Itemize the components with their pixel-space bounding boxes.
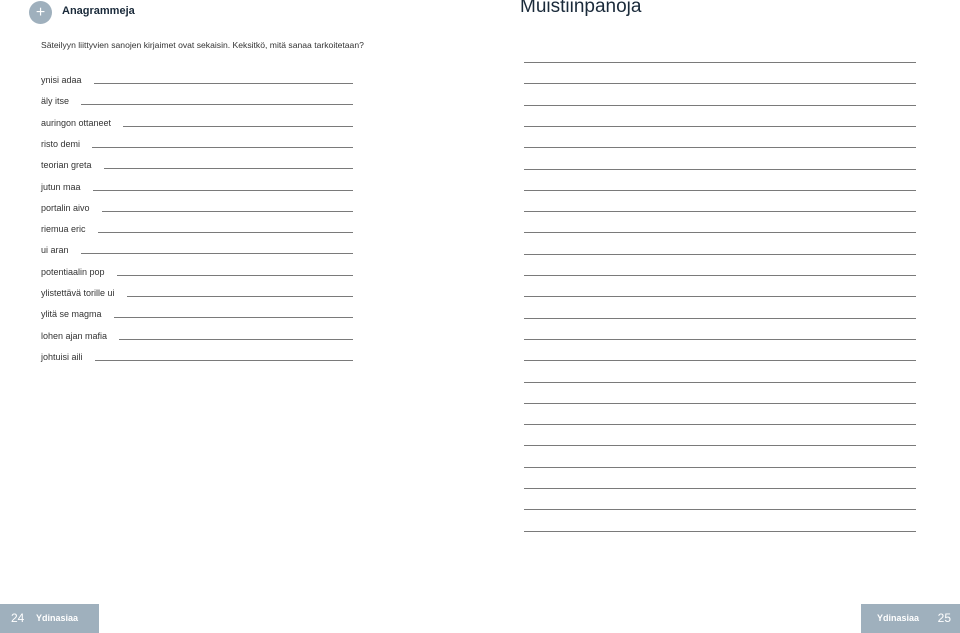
answer-line: [127, 296, 353, 297]
anagram-row: [41, 349, 353, 363]
anagram-row: [41, 285, 353, 299]
instructions-text: Säteilyyn liittyvien sanojen kirjaimet ovat sekaisin. Keksitkö, mitä sanaa tarkoitetaan?: [41, 40, 364, 50]
anagram-row: [41, 264, 353, 278]
anagram-row: [41, 93, 353, 107]
section-title: Anagrammeja: [62, 5, 135, 17]
note-line: [524, 445, 916, 446]
note-line: [524, 126, 916, 127]
answer-line: [95, 360, 353, 361]
anagram-text: portalin aivo: [41, 202, 90, 213]
note-line: [524, 467, 916, 468]
notes-title: Muistiinpanoja: [520, 0, 642, 17]
note-line: [524, 296, 916, 297]
note-line: [524, 382, 916, 383]
anagram-row: [41, 115, 353, 129]
anagram-text: lohen ajan mafia: [41, 330, 108, 341]
anagram-row: [41, 221, 353, 235]
anagram-text: ylistettävä torille ui: [41, 288, 115, 298]
answer-line: [114, 317, 353, 318]
note-line: [524, 488, 916, 489]
note-line: [524, 169, 916, 170]
anagram-text: ynisi adaa: [41, 75, 82, 85]
note-line: [524, 105, 916, 106]
answer-line: [123, 126, 353, 127]
anagram-text: risto demi: [41, 138, 81, 149]
anagram-text: johtuisi aili: [41, 351, 83, 362]
anagram-text: ylitä se magma: [41, 309, 102, 320]
anagram-row: [41, 328, 353, 342]
answer-line: [92, 147, 353, 148]
anagram-row: [41, 306, 353, 320]
anagram-row: [41, 136, 353, 150]
anagram-text: auringon ottaneet: [41, 117, 112, 128]
note-line: [524, 190, 916, 191]
note-line: [524, 339, 916, 340]
anagram-text: äly itse: [41, 96, 70, 107]
answer-line: [81, 104, 353, 105]
answer-line: [93, 190, 353, 191]
note-line: [524, 62, 916, 63]
anagram-row: [41, 200, 353, 214]
note-line: [524, 424, 916, 425]
page-number-left: 24: [11, 611, 25, 625]
anagram-text: potentiaalin pop: [41, 266, 105, 277]
note-line: [524, 147, 916, 148]
answer-line: [104, 168, 353, 169]
note-line: [524, 254, 916, 255]
footer-left: [0, 604, 99, 633]
anagram-row: [41, 157, 353, 171]
note-line: [524, 509, 916, 510]
anagram-row: [41, 179, 353, 193]
answer-line: [117, 275, 353, 276]
note-line: [524, 403, 916, 404]
footer-label-left: Ydinasiaa: [36, 613, 79, 623]
answer-line: [119, 339, 353, 340]
anagram-text: ui aran: [41, 245, 69, 256]
anagram-row: [41, 72, 353, 86]
anagram-text: teorian greta: [41, 160, 92, 171]
anagram-text: jutun maa: [41, 181, 81, 192]
answer-line: [98, 232, 353, 233]
note-line: [524, 211, 916, 212]
note-line: [524, 360, 916, 361]
footer-right: [861, 604, 960, 633]
note-line: [524, 531, 916, 532]
note-line: [524, 232, 916, 233]
answer-line: [81, 253, 353, 254]
page-number-right: 25: [937, 611, 951, 625]
anagram-text: riemua eric: [41, 224, 86, 235]
answer-line: [94, 83, 353, 84]
footer-label-right: Ydinasiaa: [877, 613, 920, 623]
anagram-row: [41, 242, 353, 256]
answer-line: [102, 211, 353, 212]
plus-icon: +: [29, 1, 52, 24]
note-line: [524, 318, 916, 319]
note-line: [524, 275, 916, 276]
note-line: [524, 83, 916, 84]
